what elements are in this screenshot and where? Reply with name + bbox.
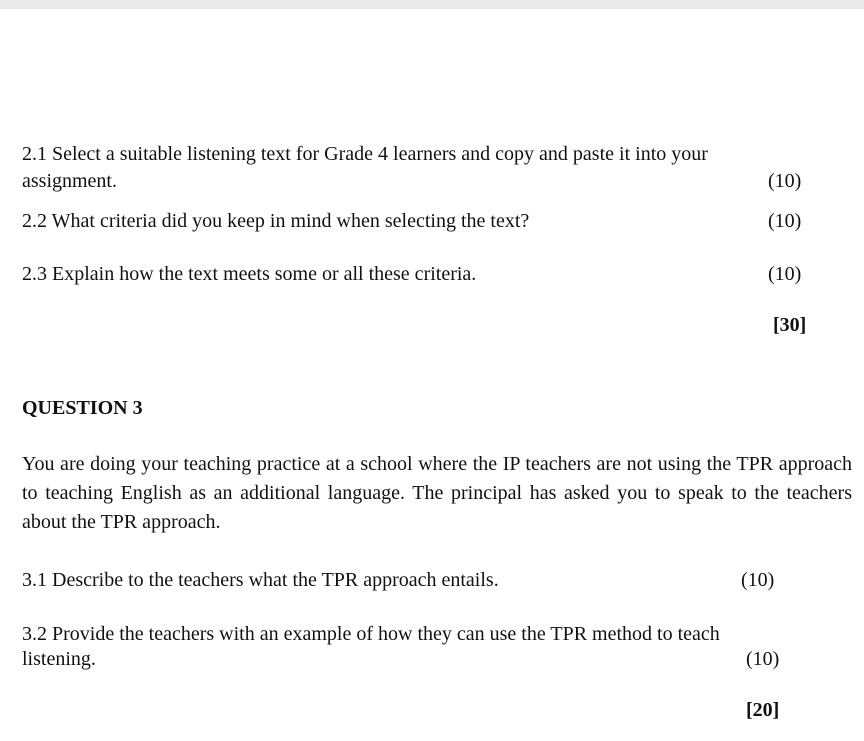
top-border-strip bbox=[0, 0, 864, 9]
q3-2-text-line2: listening. bbox=[22, 648, 96, 670]
q2-1-marks: (10) bbox=[768, 170, 802, 192]
q2-1-text-line1: 2.1 Select a suitable listening text for Grade 4 learners and copy and paste it into your bbox=[22, 143, 708, 165]
q2-3-marks: (10) bbox=[768, 263, 802, 285]
q3-2-text-line1: 3.2 Provide the teachers with an example of how they can use the TPR method to teach bbox=[22, 623, 720, 645]
q3-total-marks: [20] bbox=[746, 699, 780, 721]
q2-total-marks: [30] bbox=[773, 314, 807, 336]
q2-2-text: 2.2 What criteria did you keep in mind when selecting the text? bbox=[22, 210, 530, 232]
q3-intro-paragraph: You are doing your teaching practice at a school where the IP teachers are not using the TPR approach to teaching English as an additional language. The principal has asked you to speak to the teachers about the TPR approach. bbox=[22, 453, 852, 533]
question-3-heading: QUESTION 3 bbox=[22, 397, 143, 419]
q3-2-marks: (10) bbox=[746, 648, 780, 670]
q2-2-marks: (10) bbox=[768, 210, 802, 232]
q2-3-text: 2.3 Explain how the text meets some or all these criteria. bbox=[22, 263, 477, 285]
q2-1-text-line2: assignment. bbox=[22, 170, 117, 192]
q3-1-marks: (10) bbox=[741, 569, 775, 591]
q3-1-text: 3.1 Describe to the teachers what the TPR approach entails. bbox=[22, 569, 499, 591]
